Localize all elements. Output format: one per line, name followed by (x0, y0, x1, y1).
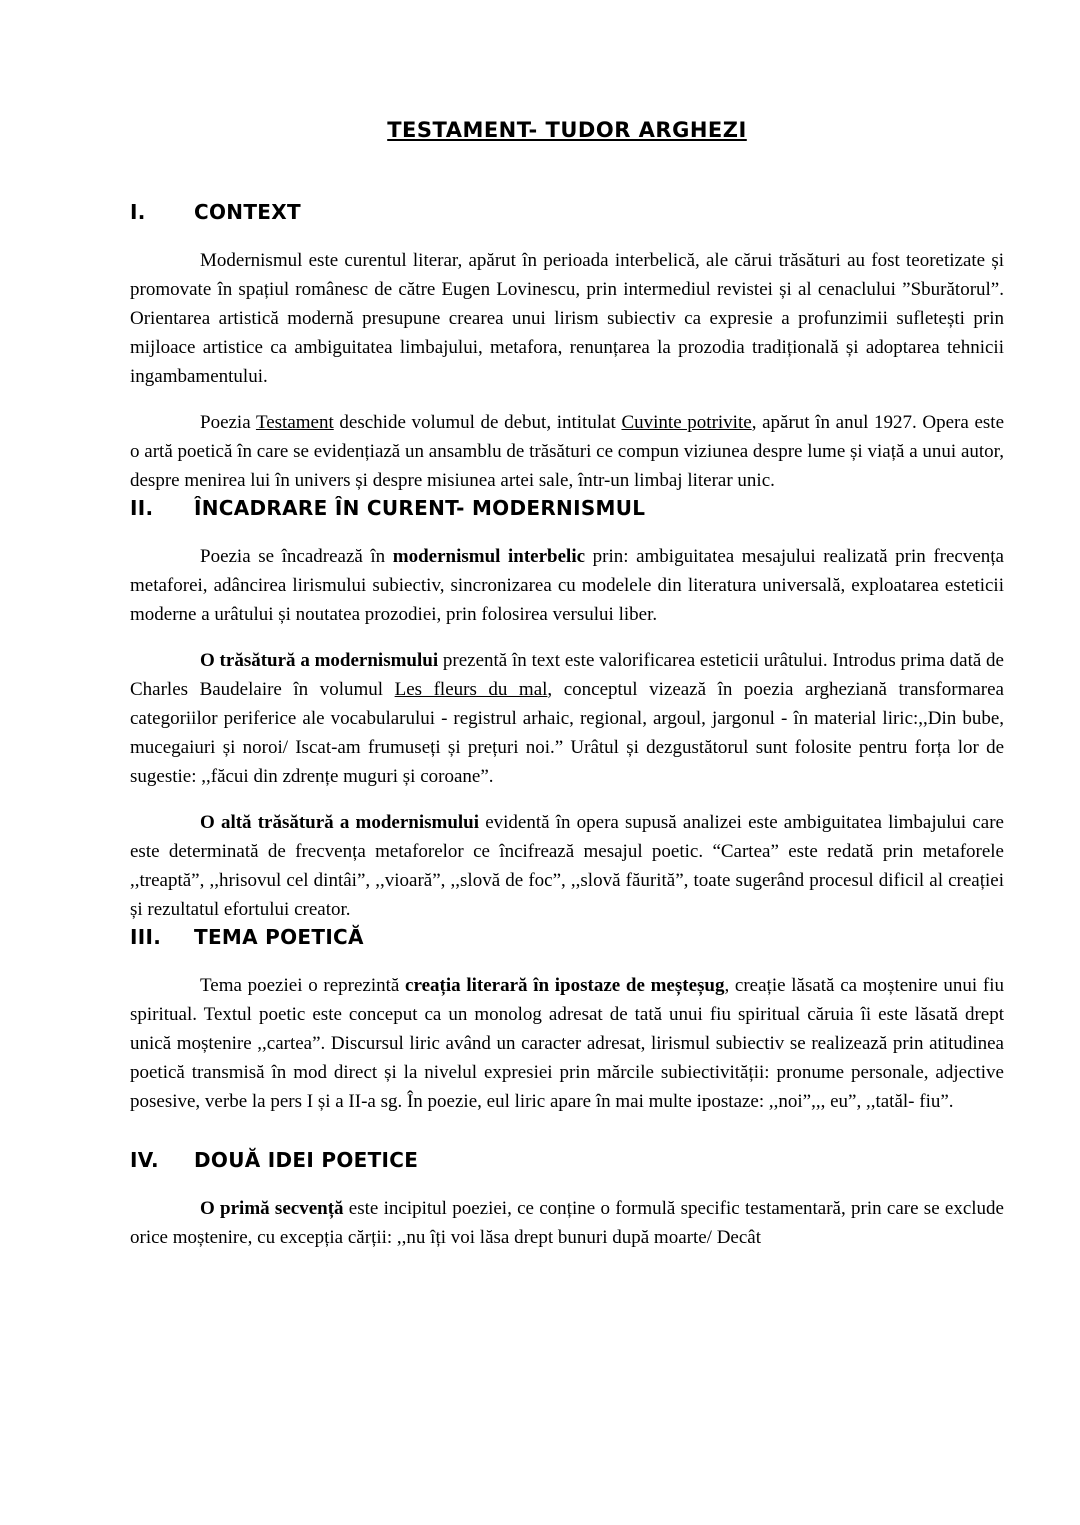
section-title: DOUĂ IDEI POETICE (194, 1148, 419, 1172)
section-numeral: III. (130, 925, 162, 949)
section-title: CONTEXT (194, 200, 301, 224)
text-segment: deschide volumul de debut, intitulat (333, 412, 622, 433)
text-segment: Modernismul este curentul literar, apărut în perioada interbelică, ale cărui trăsături au fost teoretizate și promovate în spațiul românesc de către Eugen Lovinescu, prin intermediul revistei și al cenaclului ”Sburătorul”. Orientarea artistică modernă presupune crearea unui lirism subiectiv ca expresie a profunzimii sufletești prin mijloace artistice ca ambiguitatea limbajului, metafora, renunțarea la prozodia tradițională și adoptarea tehnicii ingambamentului. (130, 250, 1004, 387)
text-segment: Testament (255, 412, 334, 433)
text-segment: , creație lăsată ca moștenire unui fiu spiritual. Textul poetic este conceput ca un monolog adresat de tată unui fiu spiritual căruia îi este lăsată drept unică moștenire ,,cartea”. Discursul liric având un caracter adresat, lirismul subiectiv se realizează prin atitudinea poetică transmisă în mod direct și la nivelul expresiei prin mărcile subiectivității: pronume personale, adjective posesive, verbe la pers I și a II-a sg. În poezie, eul liric apare în mai multe ipostaze: ,,noi”,,, eu”, ,,tatăl- fiu”. (130, 975, 1004, 1112)
text-segment: este incipitul poeziei, ce conține o formulă specific testamentară, prin care se exclude orice moștenire, cu excepția cărții: ,,nu îți voi lăsa drept bunuri după moarte/ Decât (130, 1198, 1004, 1248)
section-numeral: IV. (130, 1148, 159, 1172)
section-heading-idei-poetice (130, 1148, 1004, 1172)
text-segment: Poezia (200, 412, 256, 433)
text-segment: Poezia se încadrează în (200, 546, 393, 567)
paragraph-trasatura-ambiguitate (130, 808, 1004, 924)
section-heading-context (130, 200, 1004, 224)
section-heading-incadrare (130, 496, 1004, 520)
text-segment: O primă secvență (200, 1198, 344, 1219)
paragraph-trasatura-estetica-uratului (130, 646, 1004, 791)
text-segment: O altă trăsătură a modernismului (200, 812, 480, 833)
text-segment: prezentă în text este valorificarea esteticii urâtului. Introdus prima dată de Charles Baudelaire în volumul (130, 650, 1004, 700)
text-segment: evidentă în opera supusă analizei este ambiguitatea limbajului care este determinată de frecvența metaforelor ce încifrează mesajul poetic. “Cartea” este redată prin metaforele ,,treaptă”, ,,hrisovul cel dintâi”, ,,vioară”, ,,slovă de foc”, ,,slovă făurită”, toate sugerând procesul dificil al creației și rezultatul efortului creator. (130, 812, 1004, 920)
text-segment: Les fleurs du mal (394, 679, 548, 700)
paragraph-prima-secventa (130, 1194, 1004, 1252)
section-numeral: II. (130, 496, 154, 520)
text-segment: prin: ambiguitatea mesajului realizată prin frecvența metaforei, adâncirea lirismului subiectiv, sincronizarea cu modelele din literatura universală, exploatarea esteticii moderne a urâtului și noutatea prozodiei, prin folosirea versului liber. (130, 546, 1004, 625)
text-segment: Tema poeziei o reprezintă (200, 975, 406, 996)
section-title: ÎNCADRARE ÎN CURENT- MODERNISMUL (194, 496, 646, 520)
text-segment: O trăsătură a modernismului (200, 650, 439, 671)
paragraph-testament-volume (130, 408, 1004, 495)
paragraph-modernism-interbelic (130, 542, 1004, 629)
document-title: TESTAMENT- TUDOR ARGHEZI (387, 118, 747, 142)
text-segment: modernismul interbelic (392, 546, 586, 567)
text-segment: , apărut în anul 1927. Opera este o artă poetică în care se evidențiază un ansamblu de trăsături ce compun viziunea despre lume și viață a unui autor, despre menirea lui în univers și despre misiunea artei sale, într-un limbaj literar unic. (130, 412, 1005, 491)
section-title: TEMA POETICĂ (194, 925, 364, 949)
text-segment: creația literară în ipostaze de meșteșug (405, 975, 725, 996)
text-segment: Cuvinte potrivite (621, 412, 752, 433)
section-heading-tema (130, 925, 1004, 949)
paragraph-tema-poeziei (130, 971, 1004, 1116)
text-segment: , conceptul vizează în poezia argheziană transformarea categoriilor periferice ale vocabularului - registrul arhaic, regional, argoul, jargonul - în material liric:,,Din bube, mucegaiuri și noroi/ Iscat-am frumuseți și prețuri noi.” Urâtul și dezgustătorul sunt folosite pentru forța lor de sugestie: ,,făcui din zdrențe muguri și coroane”. (130, 679, 1004, 787)
paragraph-modernism-context (130, 246, 1004, 391)
section-numeral: I. (130, 200, 146, 224)
